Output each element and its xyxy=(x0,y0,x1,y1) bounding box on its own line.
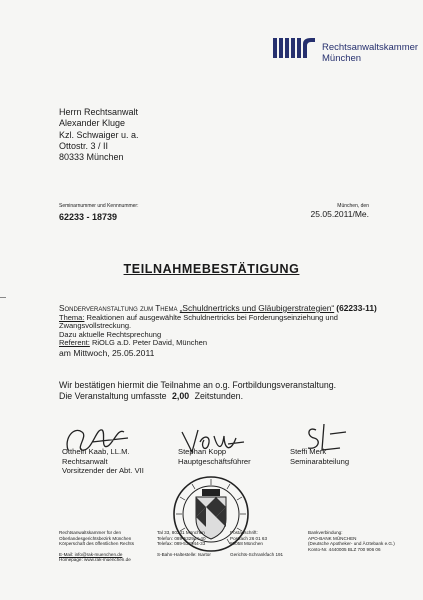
event-theme: „Schuldnertricks und Gläubigerstrategien“ xyxy=(179,303,335,313)
footer-line: Bankverbindung: xyxy=(308,530,343,535)
signatory-3 xyxy=(290,447,349,477)
signatory-name: Steffi Merk xyxy=(290,447,327,456)
footer-email[interactable]: E-Mail: info@rak-muenchen.de xyxy=(59,551,123,557)
confirmation-line2 xyxy=(59,391,404,402)
letter-date: 25.05.2011/Me. xyxy=(310,209,369,219)
footer-line: 80058 München xyxy=(230,541,263,547)
footer-line: (Deutsche Apotheker- und Ärztebank e.G.) xyxy=(308,541,395,547)
duration-suffix: Zeitstunden. xyxy=(194,390,244,401)
footer-line: Konto-Nr. 4440005 BLZ 700 906 06 xyxy=(308,546,381,552)
event-referent-line xyxy=(59,339,404,348)
signatory-role: Rechtsanwalt xyxy=(62,456,108,466)
footer-line: S-Bahn-Haltestelle: Isartor xyxy=(157,551,211,557)
chamber-name xyxy=(322,42,418,64)
footer-line: Telefon: 089-532944-40 xyxy=(157,535,206,541)
signatory-name: Stephan Kopp xyxy=(178,447,227,456)
reference-number: 62233 - 18739 xyxy=(59,212,118,222)
confirmation-line1: Wir bestätigen hiermit die Teilnahme an o.g. Fortbildungsveranstaltung. xyxy=(59,380,337,390)
footer-line: Postfach 26 01 63 xyxy=(230,535,268,541)
recipient-address xyxy=(59,107,139,163)
footer-line: Telefax: 089-532944-33 xyxy=(157,541,206,547)
document-title: TEILNAHMEBESTÄTIGUNG xyxy=(123,262,300,276)
duration-prefix: Die Veranstaltung umfasste xyxy=(59,390,167,401)
footer-line: Gerichts-Schrankfach 191 xyxy=(230,551,284,557)
event-thema-line xyxy=(59,314,404,331)
footer-line: Rechtsanwaltskammer für den xyxy=(59,530,122,535)
footer-homepage[interactable]: Homepage: www.rak-muenchen.de xyxy=(59,557,131,563)
event-details xyxy=(59,304,404,358)
event-subline: Dazu aktuelle Rechtsprechung xyxy=(59,329,162,339)
recipient-line: Kzl. Schwaiger u. a. xyxy=(59,129,139,140)
referent-label: Referent: xyxy=(59,338,90,348)
signatory-name: Otthein Kaab, LL.M. xyxy=(62,447,130,456)
recipient-line: 80333 München xyxy=(59,152,124,163)
footer-column-3 xyxy=(230,530,283,557)
date-label: München, den xyxy=(337,203,369,209)
footer-line: Körperschaft des öffentlichen Rechts xyxy=(59,541,134,547)
confirmation-text xyxy=(59,380,404,401)
event-code: (62233-11) xyxy=(336,303,377,313)
chamber-name-line2: München xyxy=(322,53,362,64)
footer-column-1 xyxy=(59,530,134,563)
reference-label: Seminarnummer und Kennnummer: xyxy=(59,203,139,209)
event-date: am Mittwoch, 25.05.2011 xyxy=(59,347,155,358)
thema-text: Reaktionen auf ausgewählte Schuldnertricks bei Forderungseinziehung und Zwangsvollstreckung. xyxy=(59,312,338,331)
fold-mark xyxy=(0,297,6,298)
recipient-line: Herrn Rechtsanwalt xyxy=(59,107,139,117)
footer-column-4 xyxy=(308,530,395,552)
chamber-name-line1: Rechtsanwaltskammer xyxy=(322,42,419,53)
signatory-role: Seminarabteilung xyxy=(290,456,350,466)
footer-line: Tal 33, 80331 München xyxy=(157,530,205,535)
signatory-1 xyxy=(62,447,144,477)
referent-text: RiOLG a.D. Peter David, München xyxy=(91,338,208,348)
signatory-2 xyxy=(178,447,251,477)
footer-line: APO-BANK MÜNCHEN xyxy=(308,535,357,541)
signatory-role: Hauptgeschäftsführer xyxy=(178,456,251,466)
footer-line: Postanschrift: xyxy=(230,530,258,535)
event-type: Sonderveranstaltung zum Thema xyxy=(59,304,178,313)
thema-label: Thema: xyxy=(59,312,85,322)
recipient-line: Ottostr. 3 / II xyxy=(59,140,109,151)
footer-line: Oberlandesgerichtsbezirk München xyxy=(59,535,132,541)
footer-column-2 xyxy=(157,530,211,557)
signatory-role: Vorsitzender der Abt. VII xyxy=(62,466,144,475)
chamber-logo-icon xyxy=(273,34,317,64)
duration-hours: 2,00 xyxy=(172,390,190,401)
recipient-line: Alexander Kluge xyxy=(59,118,126,129)
